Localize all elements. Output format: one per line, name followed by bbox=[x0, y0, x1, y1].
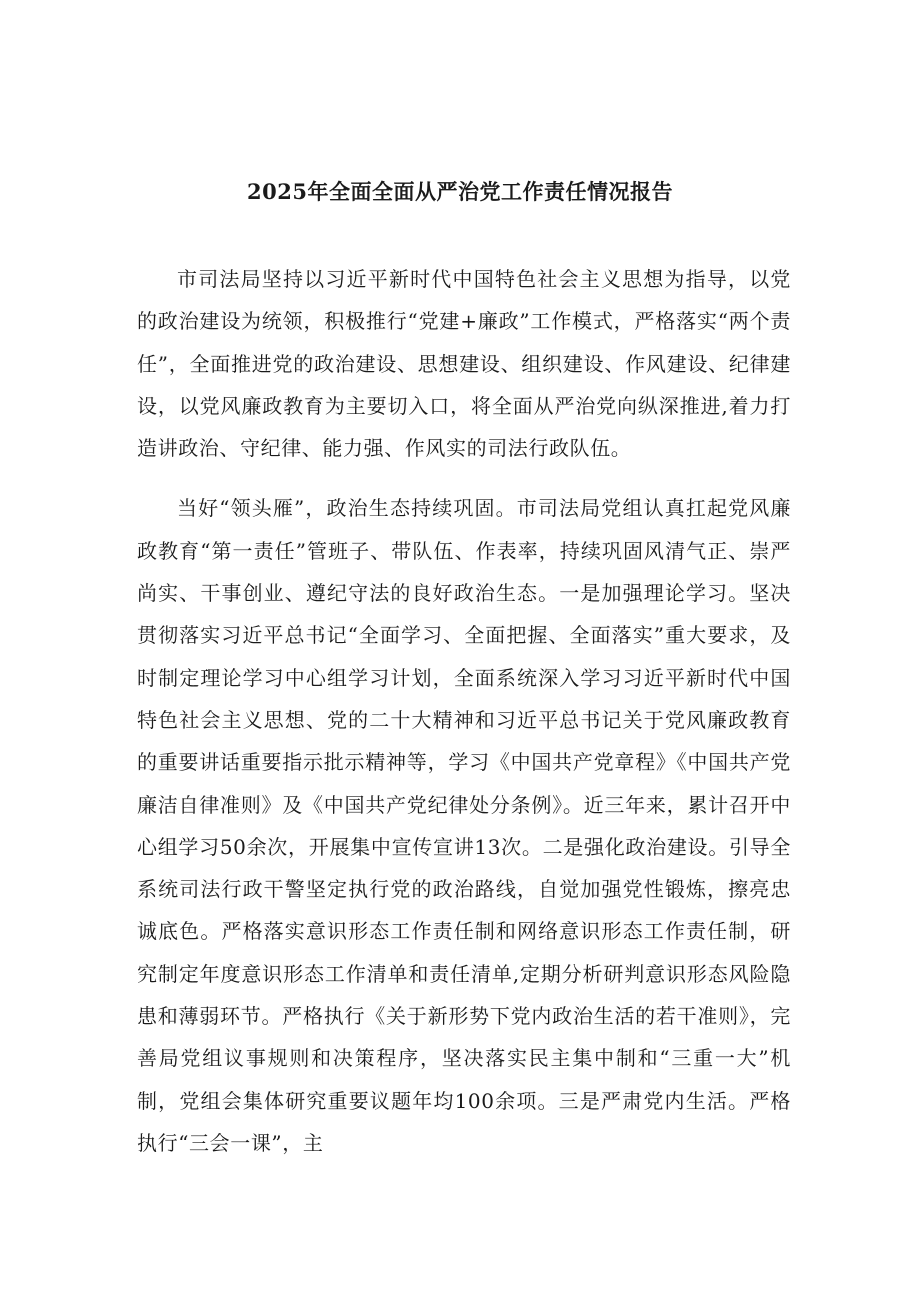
document-body bbox=[137, 258, 791, 1182]
document-title: 2025年全面全面从严治党工作责任情况报告 bbox=[247, 179, 673, 204]
paragraph-political-ecology: 当好“领头雁”，政治生态持续巩固。市司法局党组认真扛起党风廉政教育“第一责任”管班子、带队伍、作表率，持续巩固风清气正、崇严尚实、干事创业、遵纪守法的良好政治生态。一是加强理论学习。坚决贯彻落实习近平总书记“全面学习、全面把握、全面落实”重大要求，及时制定理论学习中心组学习计划，全面系统深入学习习近平新时代中国特色社会主义思想、党的二十大精神和习近平总书记关于党风廉政教育的重要讲话重要指示批示精神等，学习《中国共产党章程》《中国共产党廉洁自律准则》及《中国共产党纪律处分条例》。近三年来，累计召开中心组学习50余次，开展集中宣传宣讲13次。二是强化政治建设。引导全系统司法行政干警坚定执行党的政治路线，自觉加强党性锻炼，擦亮忠诚底色。严格落实意识形态工作责任制和网络意识形态工作责任制，研究制定年度意识形态工作清单和责任清单,定期分析研判意识形态风险隐患和薄弱环节。严格执行《关于新形势下党内政治生活的若干准则》，完善局党组议事规则和决策程序，坚决落实民主集中制和“三重一大”机制，党组会集体研究重要议题年均100余项。三是严肃党内生活。严格执行“三会一课”，主 bbox=[137, 496, 791, 1155]
paragraph-intro: 市司法局坚持以习近平新时代中国特色社会主义思想为指导，以党的政治建设为统领，积极推行“党建+廉政”工作模式，严格落实“两个责任”，全面推进党的政治建设、思想建设、组织建设、作风建设、纪律建设，以党风廉政教育为主要切入口，将全面从严治党向纵深推进,着力打造讲政治、守纪律、能力强、作风实的司法行政队伍。 bbox=[137, 267, 791, 461]
